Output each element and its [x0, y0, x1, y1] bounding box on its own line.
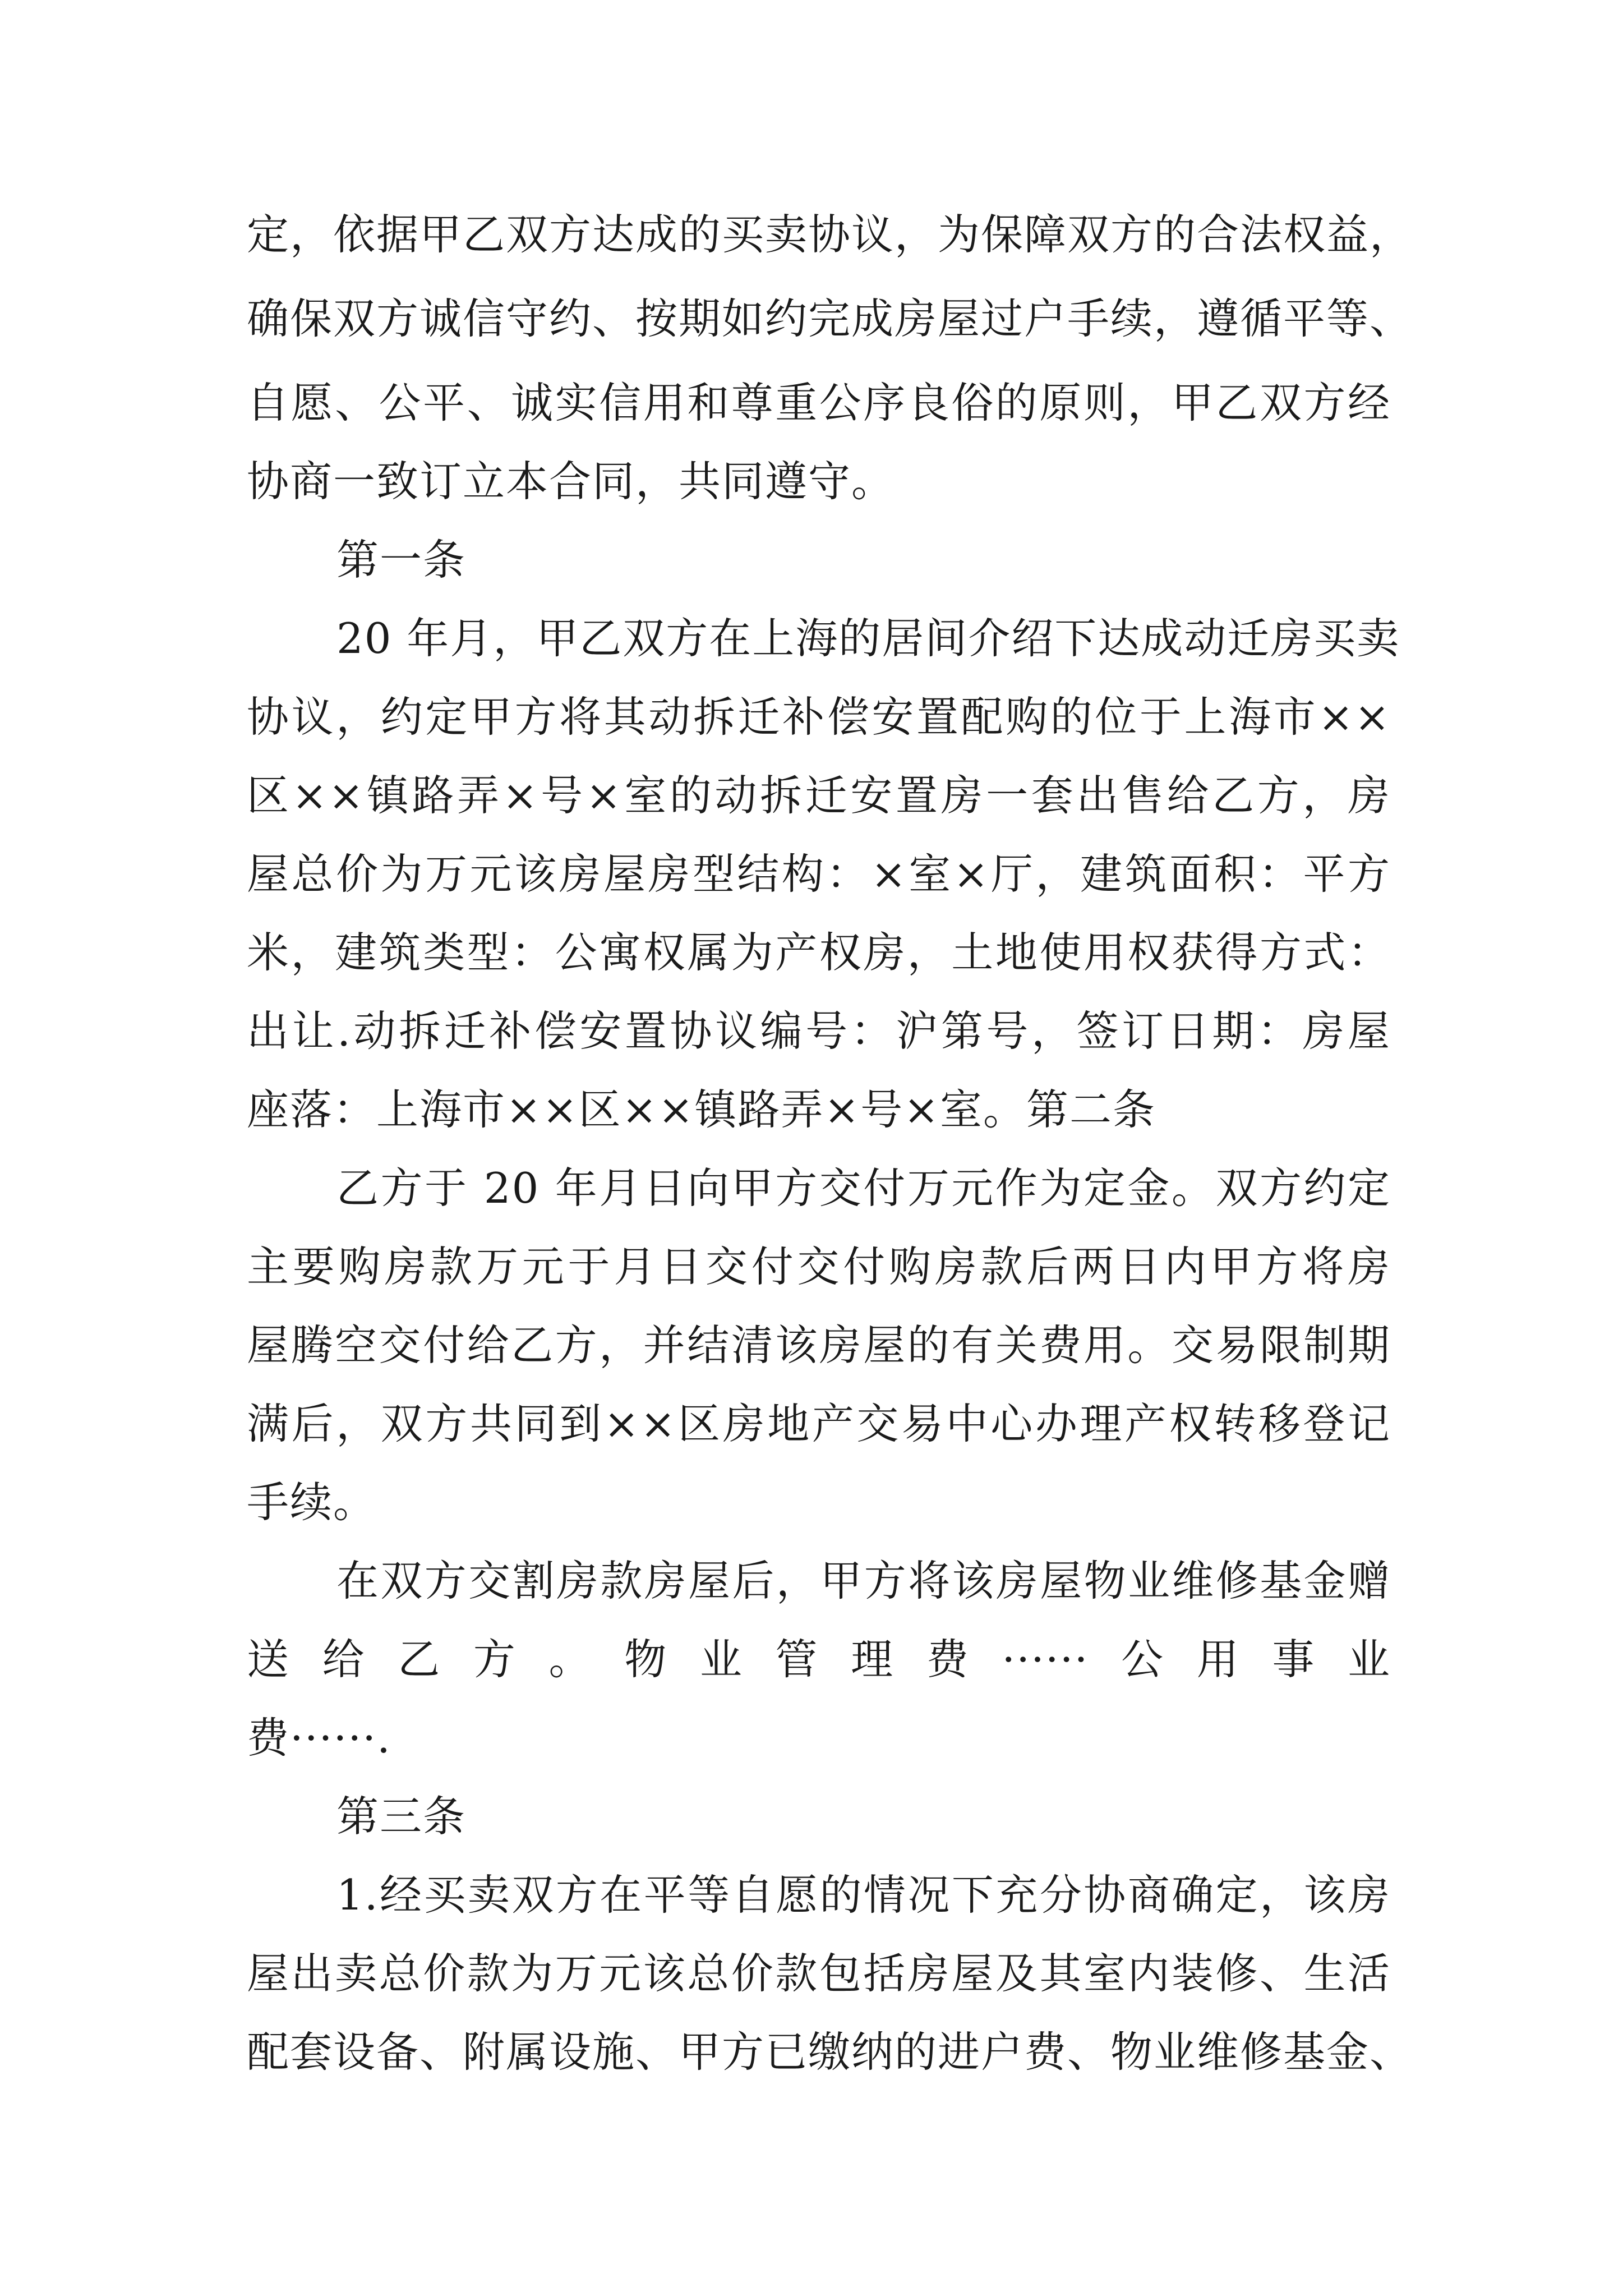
text-line: 屋出卖总价款为万元该总价款包括房屋及其室内装修、生活 [247, 1949, 1391, 1998]
text-line: 协商一致订立本合同，共同遵守。 [247, 457, 895, 506]
text-line: 定，依据甲乙双方达成的买卖协议，为保障双方的合法权益， [247, 210, 1413, 259]
text-line: 送给乙方。物业管理费······公用事业 [247, 1635, 1391, 1684]
text-line: 区××镇路弄×号×室的动拆迁安置房一套出售给乙方，房 [247, 771, 1391, 820]
text-line: 屋总价为万元该房屋房型结构：×室×厅，建筑面积：平方 [247, 849, 1391, 899]
text-line: 自愿、公平、诚实信用和尊重公序良俗的原则，甲乙双方经 [247, 378, 1391, 427]
text-line: 乙方于 20 年月日向甲方交付万元作为定金。双方约定 [336, 1163, 1391, 1213]
text-line: 手续。 [247, 1478, 377, 1527]
text-line: 费······. [247, 1713, 391, 1763]
text-line: 米，建筑类型：公寓权属为产权房，土地使用权获得方式： [247, 928, 1391, 977]
text-line: 出让.动拆迁补偿安置协议编号：沪第号，签订日期：房屋 [247, 1006, 1391, 1056]
text-line: 屋腾空交付给乙方，并结清该房屋的有关费用。交易限制期 [247, 1320, 1391, 1370]
text-line: 满后，双方共同到××区房地产交易中心办理产权转移登记 [247, 1399, 1391, 1448]
text-line: 主要购房款万元于月日交付交付购房款后两日内甲方将房 [247, 1242, 1391, 1291]
text-line: 1.经买卖双方在平等自愿的情况下充分协商确定，该房 [336, 1870, 1391, 1920]
text-line: 确保双方诚信守约、按期如约完成房屋过户手续，遵循平等、 [247, 294, 1413, 343]
text-line: 座落：上海市××区××镇路弄×号×室。第二条 [247, 1085, 1156, 1134]
text-line: 在双方交割房款房屋后，甲方将该房屋物业维修基金赠 [336, 1556, 1391, 1605]
article-heading-1: 第一条 [336, 535, 467, 585]
text-line: 20 年月，甲乙双方在上海的居间介绍下达成动迁房买卖 [336, 614, 1400, 663]
text-line: 协议，约定甲方将其动拆迁补偿安置配购的位于上海市×× [247, 692, 1391, 742]
article-heading-3: 第三条 [336, 1792, 467, 1841]
text-line: 配套设备、附属设施、甲方已缴纳的进户费、物业维修基金、 [247, 2027, 1413, 2077]
